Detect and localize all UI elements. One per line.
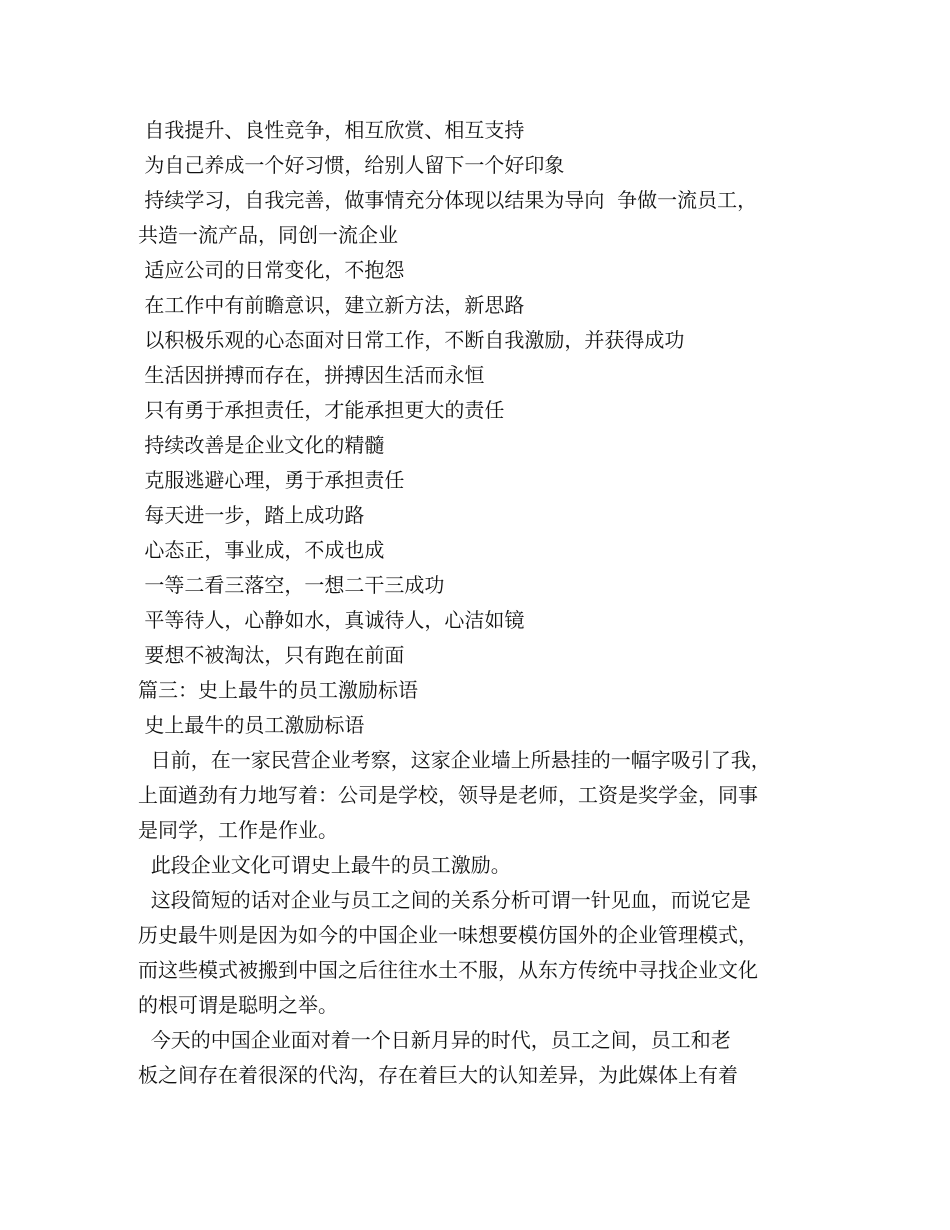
text-line: 每天进一步，踏上成功路: [138, 503, 365, 527]
text-line: 克服逃避心理，勇于承担责任: [138, 468, 405, 492]
text-line: 持续改善是企业文化的精髓: [138, 433, 385, 457]
paragraph-line: 这段简短的话对企业与员工之间的关系分析可谓一针见血，而说它是: [138, 888, 751, 912]
paragraph-line: 日前，在一家民营企业考察，这家企业墙上所悬挂的一幅字吸引了我，: [138, 748, 771, 772]
text-line: 为自己养成一个好习惯，给别人留下一个好印象: [138, 153, 565, 177]
paragraph-line: 今天的中国企业面对着一个日新月异的时代，员工之间，员工和老: [138, 1028, 731, 1052]
text-line: 要想不被淘汰，只有跑在前面: [138, 643, 405, 667]
text-line: 适应公司的日常变化，不抱怨: [138, 258, 405, 282]
text-line: 在工作中有前瞻意识，建立新方法，新思路: [138, 293, 525, 317]
paragraph-line: 此段企业文化可谓史上最牛的员工激励。: [138, 853, 511, 877]
paragraph-line: 而这些模式被搬到中国之后往往水土不服，从东方传统中寻找企业文化: [138, 958, 758, 982]
text-line: 持续学习，自我完善，做事情充分体现以结果为导向 争做一流员工，: [138, 188, 758, 212]
section-heading: 篇三：史上最牛的员工激励标语: [138, 678, 418, 702]
text-line: 共造一流产品，同创一流企业: [138, 223, 398, 247]
text-line: 一等二看三落空，一想二干三成功: [138, 573, 445, 597]
paragraph-line: 板之间存在着很深的代沟，存在着巨大的认知差异，为此媒体上有着: [138, 1063, 738, 1087]
document-body: [138, 113, 838, 1093]
text-line: 生活因拼搏而存在，拼搏因生活而永恒: [138, 363, 485, 387]
text-line: 以积极乐观的心态面对日常工作，不断自我激励，并获得成功: [138, 328, 685, 352]
text-line: 只有勇于承担责任，才能承担更大的责任: [138, 398, 505, 422]
text-line: 心态正，事业成，不成也成: [138, 538, 385, 562]
text-line: 自我提升、良性竞争，相互欣赏、相互支持: [138, 118, 525, 142]
paragraph-line: 上面遒劲有力地写着：公司是学校，领导是老师，工资是奖学金，同事: [138, 783, 758, 807]
paragraph-line: 是同学，工作是作业。: [138, 818, 338, 842]
text-line: 平等待人，心静如水，真诚待人，心洁如镜: [138, 608, 525, 632]
paragraph-line: 的根可谓是聪明之举。: [138, 993, 338, 1017]
paragraph-line: 历史最牛则是因为如今的中国企业一味想要模仿国外的企业管理模式，: [138, 923, 758, 947]
article-title: 史上最牛的员工激励标语: [138, 713, 365, 737]
